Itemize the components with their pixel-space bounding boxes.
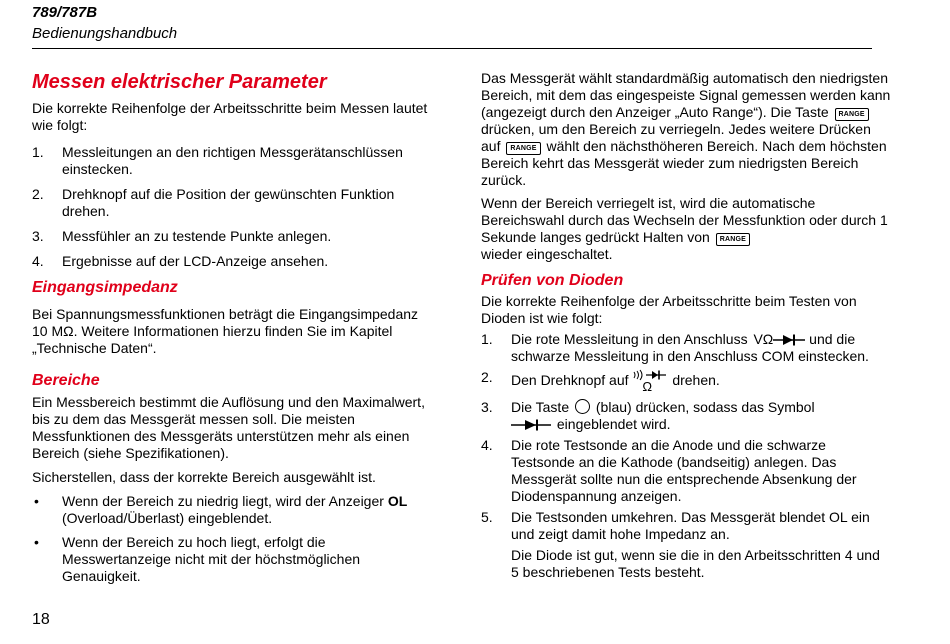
step-number: 2.: [481, 369, 493, 385]
terminal-label: VΩ: [753, 331, 774, 347]
list-item: [32, 493, 434, 527]
range-locked-text: wieder eingeschaltet.: [481, 246, 613, 262]
bullet-text: Wenn der Bereich zu hoch liegt, erfolgt die Messwertanzeige nicht mit der höchstmöglichen Genauigkeit.: [62, 534, 361, 584]
auto-range-text: drücken, um den Bereich zu verriegeln. Jedes weitere Drücken auf: [481, 121, 871, 154]
overload-indicator: OL: [387, 493, 408, 509]
section-title-measuring: Messen elektrischer Parameter: [32, 71, 327, 93]
continuity-symbol-icon: [632, 369, 668, 395]
step-number: 1.: [481, 331, 493, 347]
left-column: [32, 68, 434, 585]
step-number: 3.: [481, 399, 493, 415]
range-locked-paragraph: [481, 195, 891, 263]
heading-ranges: Bereiche: [32, 372, 100, 389]
list-item: [481, 509, 891, 581]
bullet-text: (Overload/Überlast) eingeblendet.: [62, 510, 273, 526]
ranges-bullet-list: [32, 493, 434, 585]
list-item: [481, 369, 891, 395]
step-number: 4.: [481, 437, 493, 453]
step-text: Drehknopf auf die Position der gewünschten Funktion drehen.: [62, 186, 395, 219]
diode-symbol-icon: [511, 419, 551, 431]
step-number: 3.: [32, 228, 44, 244]
step-text: Messfühler an zu testende Punkte anlegen.: [62, 228, 332, 244]
range-button-icon: RANGE: [716, 233, 750, 246]
header-model: 789/787B: [32, 4, 98, 21]
step-number: 5.: [481, 509, 493, 525]
page-number: 18: [32, 611, 50, 628]
step-text: (blau) drücken, sodass das Symbol: [595, 399, 815, 415]
list-item: [32, 144, 434, 178]
auto-range-text: wählt den nächsthöheren Bereich. Nach dem höchsten Bereich kehrt das Messgerät wieder zum niedrigsten Bereich zurück.: [481, 138, 887, 188]
diode-steps-list: [481, 331, 891, 581]
list-item: [32, 186, 434, 220]
bullet-icon: •: [34, 493, 39, 509]
range-button-icon: RANGE: [835, 108, 869, 121]
heading-input-impedance: Eingangsimpedanz: [32, 279, 178, 296]
input-impedance-text: Bei Spannungsmessfunktionen beträgt die Eingangsimpedanz 10 MΩ. Weitere Informationen hierzu finden Sie im Kapitel „Technische Daten“.: [32, 306, 419, 356]
ranges-text: Ein Messbereich bestimmt die Auflösung und den Maximalwert, bis zu dem das Messgerät messen soll. Die meisten Messfunktionen des Messgeräts unterstützen mehr als einen Bereich (siehe Spezifikationen).: [32, 394, 425, 461]
measuring-intro: Die korrekte Reihenfolge der Arbeitsschritte beim Messen lautet wie folgt:: [32, 100, 428, 133]
list-item: [32, 228, 434, 245]
step-text: und die schwarze Messleitung in den Anschluss COM einstecken.: [511, 331, 869, 364]
auto-range-paragraph: [481, 70, 891, 189]
step-number: 2.: [32, 186, 44, 202]
ohm-symbol: Ω: [642, 379, 653, 394]
range-locked-text: Wenn der Bereich verriegelt ist, wird die automatische Bereichswahl durch das Wechseln der Messfunktion oder durch 1 Sekunde langes gedrückt Halten von: [481, 195, 888, 245]
ranges-ensure-text: Sicherstellen, dass der korrekte Bereich ausgewählt ist.: [32, 469, 376, 485]
bullet-text: Wenn der Bereich zu niedrig liegt, wird der Anzeiger: [62, 493, 384, 509]
diode-symbol-icon: [773, 334, 805, 346]
list-item: [481, 331, 891, 365]
measuring-steps-list: [32, 144, 434, 270]
step-text: Die Taste: [511, 399, 570, 415]
step-text: eingeblendet wird.: [556, 416, 671, 432]
diode-result-note: Die Diode ist gut, wenn sie die in den Arbeitsschritten 4 und 5 beschriebenen Tests besteht.: [511, 547, 880, 580]
bullet-icon: •: [34, 534, 39, 550]
list-item: [32, 534, 434, 585]
step-text: drehen.: [672, 372, 720, 388]
step-number: 1.: [32, 144, 44, 160]
step-text: Die Testsonden umkehren. Das Messgerät blendet OL ein und zeigt damit hohe Impedanz an.: [511, 509, 870, 542]
list-item: [481, 399, 891, 433]
header-manual-title: Bedienungshandbuch: [32, 25, 178, 42]
blue-button-icon: [575, 399, 590, 414]
list-item: [32, 253, 434, 270]
heading-diode-test: Prüfen von Dioden: [481, 272, 624, 289]
range-button-icon: RANGE: [506, 142, 540, 155]
step-text: Die rote Messleitung in den Anschluss: [511, 331, 748, 347]
auto-range-text: Das Messgerät wählt standardmäßig automatisch den niedrigsten Bereich, mit dem das eingespeiste Signal gemessen werden kann (angezeigt durch den Anzeiger „Auto Range“). Die Taste: [481, 70, 891, 120]
step-text: Den Drehknopf auf: [511, 372, 629, 388]
step-text: Ergebnisse auf der LCD-Anzeige ansehen.: [62, 253, 329, 269]
header-divider: [32, 48, 872, 49]
step-text: Die rote Testsonde an die Anode und die schwarze Testsonde an die Kathode (bandseitig) anlegen. Das Messgerät sollte nun die entsprechende Absenkung der Diodenspannung anzeigen.: [511, 437, 857, 504]
right-column: [481, 70, 891, 581]
step-number: 4.: [32, 253, 44, 269]
diode-intro: Die korrekte Reihenfolge der Arbeitsschritte beim Testen von Dioden ist wie folgt:: [481, 293, 857, 326]
list-item: [481, 437, 891, 505]
step-text: Messleitungen an den richtigen Messgerätanschlüssen einstecken.: [62, 144, 403, 177]
